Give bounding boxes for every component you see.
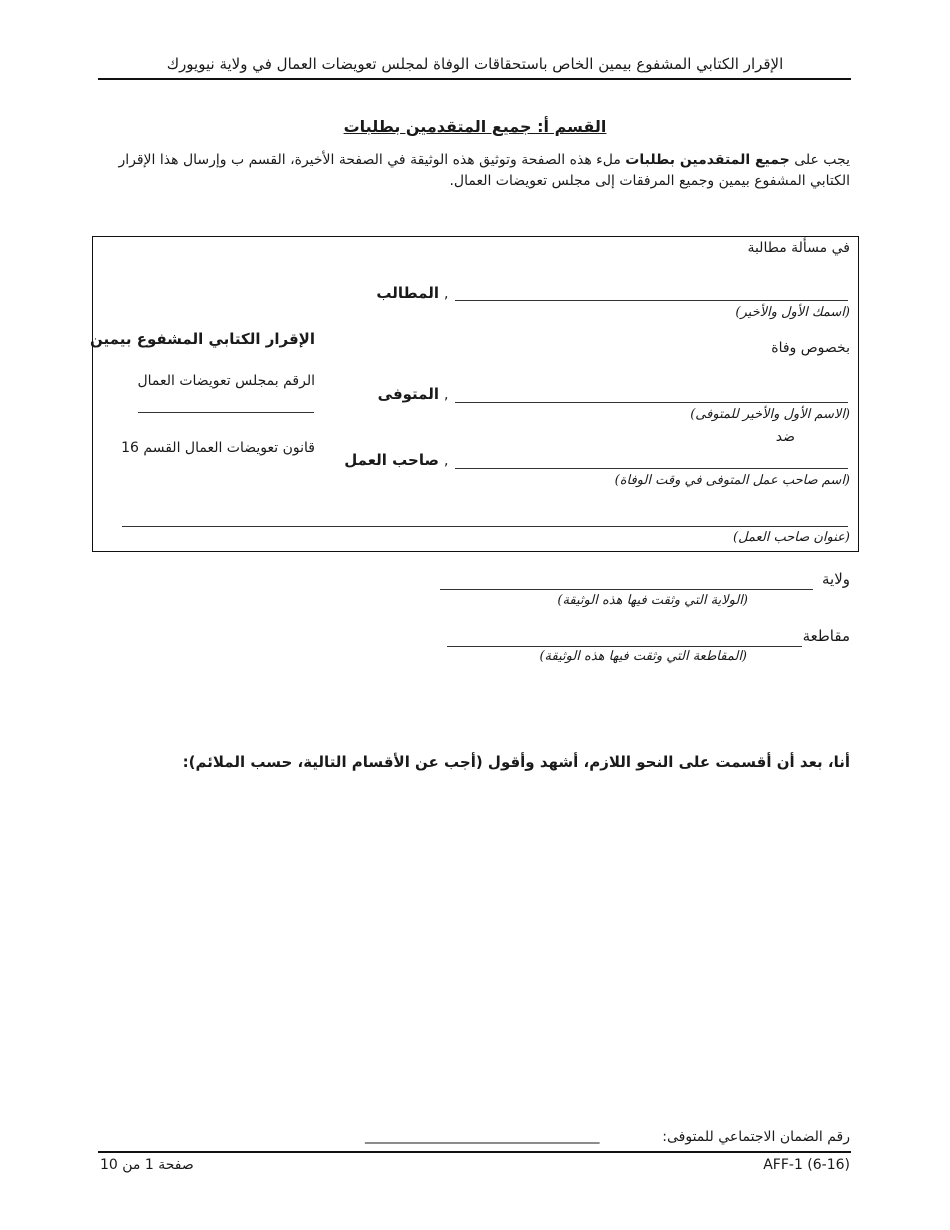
intro-paragraph (118, 150, 850, 192)
claimant-label: المطالب (376, 284, 439, 302)
intro-rest: ملء هذه الصفحة وتوثيق هذه الوثيقة في الصفحة الأخيرة، القسم ب وإرسال هذا الإقرار (118, 152, 626, 168)
versus-label: ضد (775, 429, 795, 445)
employer-address-caption: (عنوان صاحب العمل) (733, 530, 850, 545)
employer-address-field[interactable] (122, 526, 848, 527)
claimant-name-field[interactable] (455, 300, 848, 301)
deceased-caption: (الاسم الأول والأخير للمتوفى) (690, 407, 850, 422)
employer-caption: (اسم صاحب عمل المتوفى في وقت الوفاة) (614, 473, 850, 488)
form-code: AFF-1 (6-16) (763, 1157, 850, 1173)
intro-bold: جميع المتقدمين بطلبات (625, 152, 790, 168)
county-caption: (المقاطعة التي وثقت فيها هذه الوثيقة) (539, 649, 747, 664)
header-rule (98, 78, 851, 80)
page-number: صفحة 1 من 10 (100, 1157, 194, 1173)
affidavit-title: الإقرار الكتابي المشفوع بيمين (90, 330, 315, 348)
county-field[interactable] (447, 646, 802, 647)
deceased-name-field[interactable] (455, 402, 848, 403)
state-field[interactable] (440, 589, 813, 590)
header-title: الإقرار الكتابي المشفوع بيمين الخاص باستحقاقات الوفاة لمجلس تعويضات العمال في ولاية نيويورك (166, 55, 784, 73)
deceased-label: المتوفى (377, 385, 439, 403)
claimant-caption: (اسمك الأول والأخير) (735, 305, 850, 320)
wcb-number-label: الرقم بمجلس تعويضات العمال (137, 373, 315, 389)
ssn-label: رقم الضمان الاجتماعي للمتوفى: (662, 1129, 850, 1145)
employer-comma: , (444, 453, 449, 469)
intro-prefix: يجب على (789, 152, 850, 168)
in-matter-label: في مسألة مطالبة (747, 240, 850, 256)
wcl-section-label: قانون تعويضات العمال القسم 16 (121, 440, 315, 456)
state-caption: (الولاية التي وثقت فيها هذه الوثيقة) (557, 593, 748, 608)
section-heading: القسم أ: جميع المتقدمين بطلبات (343, 117, 607, 136)
ssn-field[interactable]: ____________________________________ (365, 1128, 599, 1144)
regarding-death-label: بخصوص وفاة (771, 340, 850, 356)
state-label: ولاية (821, 570, 850, 588)
footer-rule (98, 1151, 851, 1153)
claimant-comma: , (444, 286, 449, 302)
deceased-comma: , (444, 387, 449, 403)
claim-box (92, 236, 859, 552)
employer-label: صاحب العمل (344, 451, 439, 469)
county-label: مقاطعة (802, 627, 850, 645)
employer-name-field[interactable] (455, 468, 848, 469)
intro-line-2: الكتابي المشفوع بيمين وجميع المرفقات إلى مجلس تعويضات العمال. (449, 173, 850, 189)
oath-statement: أنا، بعد أن أقسمت على النحو اللازم، أشهد وأقول (أجب عن الأقسام التالية، حسب الملائم): (182, 753, 850, 771)
wcb-number-field[interactable] (138, 412, 314, 413)
